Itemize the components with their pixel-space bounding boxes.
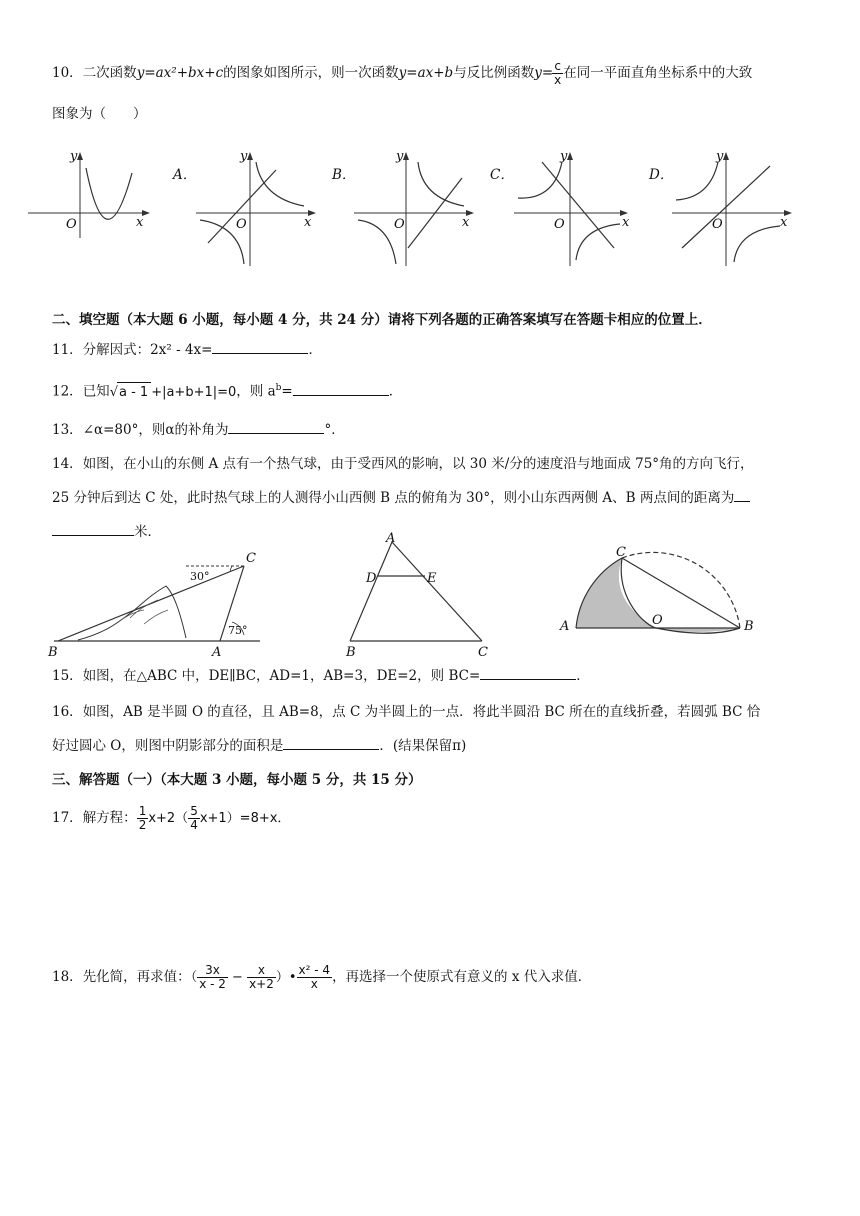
q10-line2: 图象为（ ） xyxy=(52,106,147,122)
q12: 12．已知√a - 1 +|a+b+1|=0，则 $a^b=$ ． xyxy=(52,378,402,403)
q14-answer-blank[interactable] xyxy=(734,488,750,502)
svg-text:30°: 30° xyxy=(190,570,210,583)
svg-text:y: y xyxy=(396,149,404,164)
svg-text:y: y xyxy=(560,149,568,164)
svg-text:D: D xyxy=(366,571,377,586)
q16-line1: 16．如图，AB 是半圆 O 的直径，且 AB=8，点 C 为半圆上的一点．将此半圆沿 BC 所在的直线折叠，若圆弧 BC 恰 xyxy=(52,704,761,720)
svg-text:C: C xyxy=(478,645,488,660)
svg-text:B: B xyxy=(48,645,58,660)
svg-text:O: O xyxy=(236,217,247,232)
figure-14-hill xyxy=(48,552,268,662)
option-b-graph xyxy=(354,148,484,268)
svg-text:x: x xyxy=(780,215,788,230)
q17: 17．解方程： $\frac{1}{2}$ x+2（ $\frac{5}{4}$ x+1）=8+x． xyxy=(52,804,291,832)
svg-text:C: C xyxy=(246,551,256,566)
svg-text:y: y xyxy=(716,149,724,164)
q11-answer-blank[interactable] xyxy=(212,340,308,354)
svg-text:A: A xyxy=(560,619,570,634)
svg-text:x: x xyxy=(622,215,630,230)
q15-answer-blank[interactable] xyxy=(480,666,576,680)
svg-text:y: y xyxy=(240,149,248,164)
q18: 18．先化简，再求值：（ $\frac{3x}{x - 2}$ − $\frac{x}{x+2}$ ）• $\frac{\text{x² - 4}}{x}$ ，再选择一个使原式有意义的 x 代入求值． xyxy=(52,963,592,991)
q16-line2: 好过圆心 O，则图中阴影部分的面积是 ．(结果保留π) xyxy=(52,738,467,754)
q11: 11．分解因式：2x² - 4x= ． xyxy=(52,342,322,358)
figure-15-triangle xyxy=(340,531,500,660)
svg-text:y: y xyxy=(70,149,78,164)
option-c-label: C． xyxy=(490,167,514,183)
q12-answer-blank[interactable] xyxy=(293,382,389,396)
option-b-label: B． xyxy=(332,167,356,183)
option-a-label: A． xyxy=(173,167,197,183)
option-d-label: D． xyxy=(649,167,674,183)
svg-text:75°: 75° xyxy=(228,624,248,637)
svg-text:B: B xyxy=(346,645,356,660)
svg-text:B: B xyxy=(744,619,754,634)
svg-text:x: x xyxy=(136,215,144,230)
svg-text:O: O xyxy=(66,217,77,232)
q10-line1: 10．二次函数y=ax²+bx+c的图象如图所示，则一次函数y=ax+b与反比例函数y= $\frac{c}{x}$ 在同一平面直角坐标系中的大致 xyxy=(52,59,753,87)
option-d-graph xyxy=(672,148,802,268)
svg-text:x: x xyxy=(462,215,470,230)
q13: 13．∠α=80°，则α的补角为 °． xyxy=(52,422,345,438)
svg-text:C: C xyxy=(616,545,626,560)
q14-line1: 14．如图，在小山的东侧 A 点有一个热气球，由于受西风的影响，以 30 米/分的速度沿与地面成 75°角的方向飞行， xyxy=(52,456,754,472)
q16-answer-blank[interactable] xyxy=(283,736,379,750)
figure-16-semicircle xyxy=(556,540,766,640)
q14-line3: 米． xyxy=(52,522,161,542)
svg-text:x: x xyxy=(304,215,312,230)
svg-text:A: A xyxy=(212,645,222,660)
option-a-graph xyxy=(196,148,326,268)
section-3-heading: 三、解答题（一）（本大题 3 小题，每小题 5 分，共 15 分） xyxy=(52,772,422,788)
q13-answer-blank[interactable] xyxy=(228,420,324,434)
svg-text:O: O xyxy=(394,217,405,232)
q15: 15．如图，在△ABC 中，DE∥BC，AD=1，AB=3，DE=2，则 BC= ． xyxy=(52,668,590,684)
svg-text:O: O xyxy=(652,613,663,628)
svg-text:O: O xyxy=(712,217,723,232)
option-c-graph xyxy=(514,148,644,268)
q14-line2: 25 分钟后到达 C 处，此时热气球上的人测得小山西侧 B 点的俯角为 30°，则小山东西两侧 A、B 两点间的距离为 xyxy=(52,488,750,508)
svg-text:A: A xyxy=(386,531,396,546)
svg-text:O: O xyxy=(554,217,565,232)
q10-quadratic-graph xyxy=(28,148,158,238)
q14-answer-blank-cont[interactable] xyxy=(52,522,134,536)
section-2-heading: 二、填空题（本大题 6 小题，每小题 4 分，共 24 分）请将下列各题的正确答案填写在答题卡相应的位置上． xyxy=(52,312,712,328)
svg-text:E: E xyxy=(427,571,437,586)
